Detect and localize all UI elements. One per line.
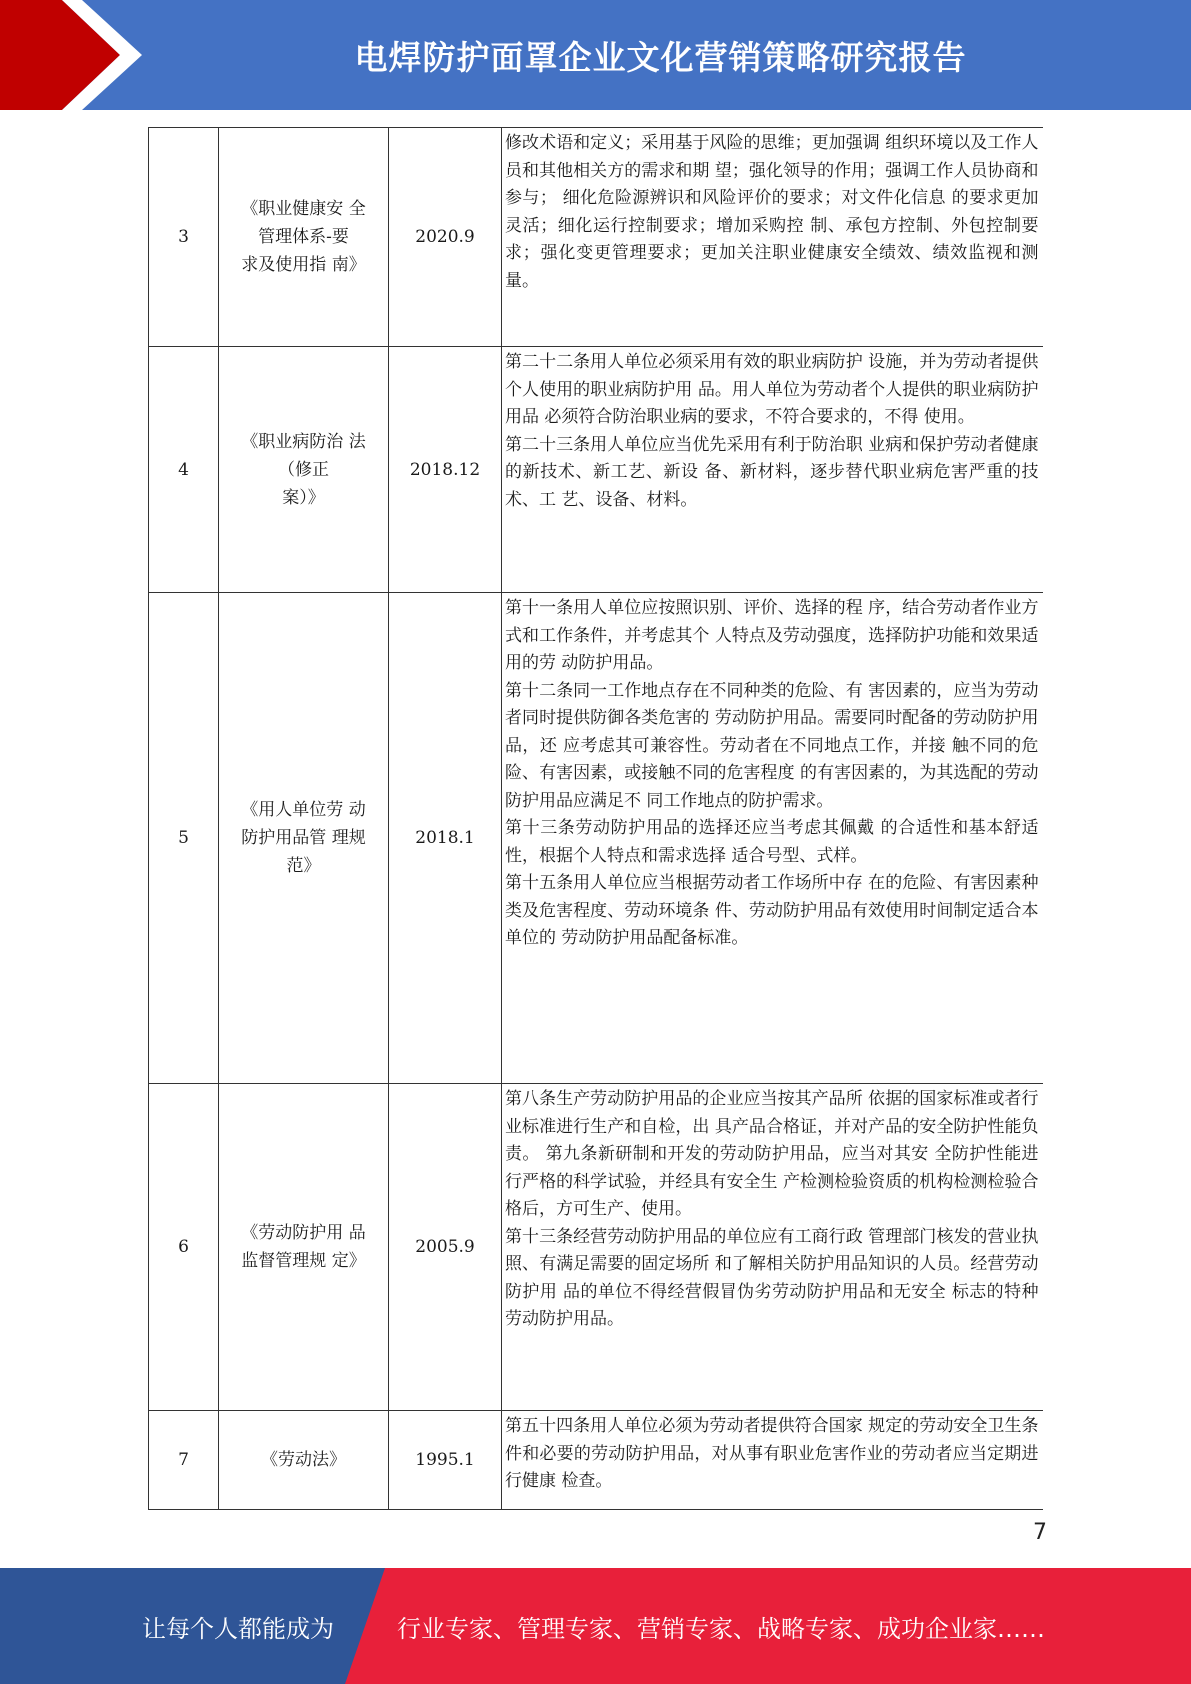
cell-date: 1995.1 — [389, 1411, 502, 1510]
footer-slogan-right: 行业专家、管理专家、营销专家、战略专家、成功企业家…… — [397, 1614, 1045, 1643]
content-paragraph: 修改术语和定义；采用基于风险的思维；更加强调 组织环境以及工作人员和其他相关方的需求和期 望；强化领导的作用；强调工作人员协商和参与； 细化危险源辨识和风险评价的要求；对文件化信息 的要求更加灵活；细化运行控制要求；增加采购控 制、承包方控制、外包控制要求；强化变更管理要求；更加关注职业健康安全绩效、绩效监视和测 量。 — [505, 133, 1039, 291]
regulation-name-line: 《职业健康安 全 — [241, 199, 366, 219]
cell-regulation-name — [219, 593, 389, 1084]
cell-regulation-name — [219, 1084, 389, 1411]
table-row — [149, 128, 1043, 347]
cell-date: 2020.9 — [389, 128, 502, 347]
regulation-name-line: 监督管理规 定》 — [241, 1251, 366, 1271]
cell-content — [502, 1411, 1043, 1510]
cell-regulation-name — [219, 1411, 389, 1510]
page-header — [0, 0, 1191, 110]
regulation-name-line: 《劳动防护用 品 — [241, 1223, 366, 1243]
cell-date: 2018.12 — [389, 347, 502, 593]
regulation-name-line: 《职业病防治 法 — [241, 431, 366, 452]
regulation-name-line: 防护用品管 理规 — [241, 828, 366, 848]
cell-number: 7 — [149, 1411, 219, 1510]
content-paragraph: 第八条生产劳动防护用品的企业应当按其产品所 依据的国家标准或者行业标准进行生产和自检，出 具产品合格证，并对产品的安全防护性能负责。 第九条新研制和开发的劳动防护用品，应当对其安 全防护性能进行严格的科学试验，并经具有安全生 产检测检验资质的机构检测检验合格后，方可生产、使用。 — [505, 1089, 1039, 1219]
cell-content — [502, 347, 1043, 593]
table-row — [149, 1084, 1043, 1411]
regulation-name-line: 《用人单位劳 动 — [241, 800, 366, 820]
regulation-name-line: 范》 — [286, 856, 321, 876]
footer-slogan-left: 让每个人都能成为 — [142, 1614, 334, 1643]
content-paragraph: 第十二条同一工作地点存在不同种类的危险、有 害因素的，应当为劳动者同时提供防御各类危害的 劳动防护用品。需要同时配备的劳动防护用品，还 应考虑其可兼容性。劳动者在不同地点工作，并接 触不同的危险、有害因素，或接触不同的危害程度 的有害因素的，为其选配的劳动防护用品应满足不 同工作地点的防护需求。 — [505, 680, 1039, 811]
page-footer — [0, 1568, 1191, 1684]
cell-regulation-name — [219, 128, 389, 347]
cell-number: 4 — [149, 347, 219, 593]
regulation-name-line: 管理体系-要 — [258, 227, 349, 247]
table-row — [149, 1411, 1043, 1510]
content-paragraph: 第十三条劳动防护用品的选择还应当考虑其佩戴 的合适性和基本舒适性，根据个人特点和需求选择 适合号型、式样。 — [505, 818, 1039, 866]
cell-number: 5 — [149, 593, 219, 1084]
cell-content — [502, 1084, 1043, 1411]
regulation-name-line: 案）》 — [282, 487, 325, 508]
cell-regulation-name — [219, 347, 389, 593]
table-row — [149, 347, 1043, 593]
cell-content — [502, 128, 1043, 347]
regulation-name-line: （修正 — [278, 459, 329, 480]
content-paragraph: 第五十四条用人单位必须为劳动者提供符合国家 规定的劳动安全卫生条件和必要的劳动防护用品，对从事有职业危害作业的劳动者应当定期进行健康 检查。 — [505, 1416, 1039, 1491]
cell-date: 2018.1 — [389, 593, 502, 1084]
cell-number: 3 — [149, 128, 219, 347]
content-paragraph: 第十五条用人单位应当根据劳动者工作场所中存 在的危险、有害因素种类及危害程度、劳动环境条 件、劳动防护用品有效使用时间制定适合本单位的 劳动防护用品配备标准。 — [505, 873, 1039, 948]
content-paragraph: 第二十三条用人单位应当优先采用有利于防治职 业病和保护劳动者健康的新技术、新工艺、新设 备、新材料，逐步替代职业病危害严重的技术、工 艺、设备、材料。 — [505, 434, 1039, 510]
cell-date: 2005.9 — [389, 1084, 502, 1411]
table-row — [149, 593, 1043, 1084]
page-title: 电焊防护面罩企业文化营销策略研究报告 — [354, 37, 967, 77]
cell-number: 6 — [149, 1084, 219, 1411]
regulation-name-line: 《劳动法》 — [261, 1450, 346, 1470]
content-paragraph: 第十一条用人单位应按照识别、评价、选择的程 序，结合劳动者作业方式和工作条件，并考虑其个 人特点及劳动强度，选择防护功能和效果适用的劳 动防护用品。 — [505, 598, 1039, 673]
content-paragraph: 第十三条经营劳动防护用品的单位应有工商行政 管理部门核发的营业执照、有满足需要的固定场所 和了解相关防护用品知识的人员。经营劳动防护用 品的单位不得经营假冒伪劣劳动防护用品和无安全 标志的特种劳动防护用品。 — [505, 1226, 1039, 1329]
page-number: 7 — [1033, 1520, 1047, 1545]
regulation-name-line: 求及使用指 南》 — [241, 255, 366, 275]
cell-content — [502, 593, 1043, 1084]
content-paragraph: 第二十二条用人单位必须采用有效的职业病防护 设施，并为劳动者提供个人使用的职业病防护用 品。用人单位为劳动者个人提供的职业病防护用品 必须符合防治职业病的要求，不符合要求的，不得 使用。 — [505, 352, 1039, 427]
regulations-table — [148, 127, 1043, 1510]
